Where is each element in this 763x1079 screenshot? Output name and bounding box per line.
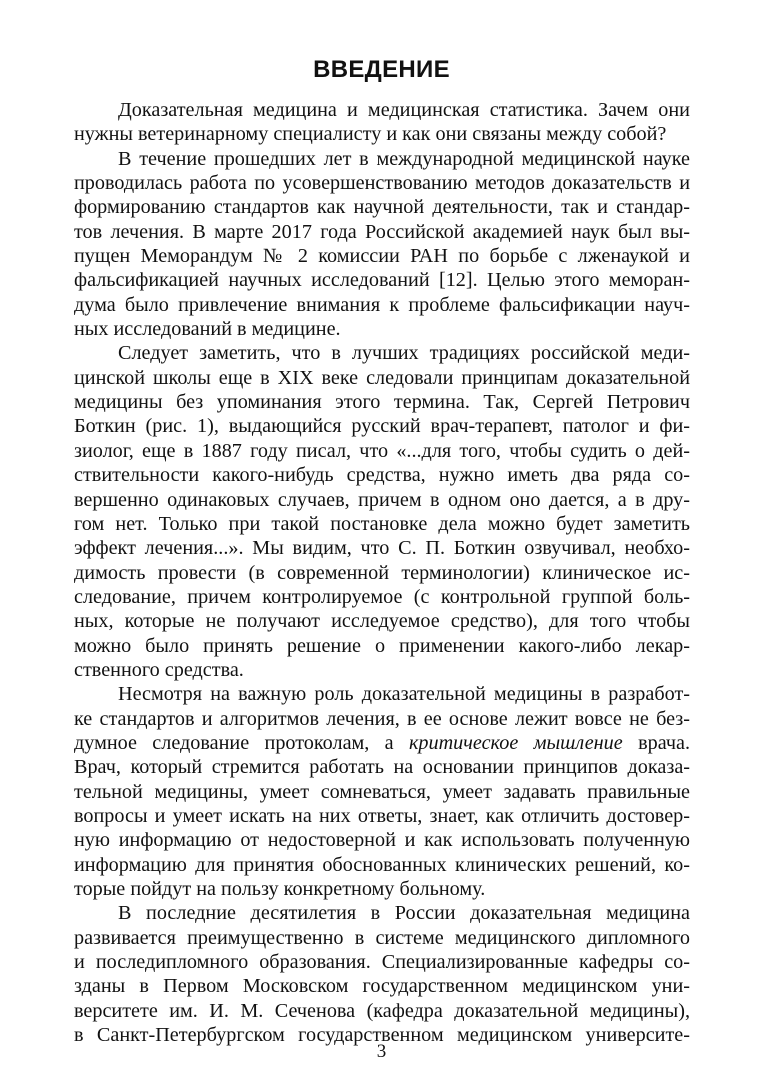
text-line: Несмотря на важную роль доказательной медицины в разработ-: [118, 683, 690, 706]
text-line: зданы в Первом Московском государственном медицинском уни-: [74, 975, 690, 998]
text-line: димость провести (в современной терминологии) клиническое ис-: [74, 561, 690, 584]
text-line: медицины без упоминания этого термина. Так, Сергей Петрович: [74, 391, 690, 414]
text-line: тов лечения. В марте 2017 года Российской академией наук был вы-: [74, 220, 690, 243]
text-line: развивается преимущественно в системе медицинского дипломного: [74, 926, 690, 949]
text-line: торые пойдут на пользу конкретному больному.: [74, 878, 486, 900]
page-title: ВВЕДЕНИЕ: [313, 56, 450, 83]
text-line: эффект лечения...». Мы видим, что С. П. Боткин озвучивал, необхо-: [74, 537, 690, 560]
text-line: тельной медицины, умеет сомневаться, умеет задавать правильные: [74, 780, 690, 803]
paragraph-4: [74, 682, 690, 901]
text-line: В последние десятилетия в России доказательная медицина: [118, 902, 690, 925]
paragraph-2: [74, 147, 690, 342]
text-line: цинской школы еще в XIX веке следовали принципам доказательной: [74, 366, 690, 389]
text-line: можно было принять решение о применении какого-либо лекар-: [74, 634, 690, 657]
text-line: ную информацию от недостоверной и как использовать полученную: [74, 829, 690, 852]
text-line: ке стандартов и алгоритмов лечения, в ее основе лежит вовсе не без-: [74, 707, 690, 730]
emphasis-critical-thinking: критическое мышление: [408, 731, 623, 754]
text-line: нужны ветеринарному специалисту и как они связаны между собой?: [74, 123, 667, 146]
text-line: ствительности какого-нибудь средства, нужно иметь два ряда со-: [74, 464, 690, 487]
text-line: верситете им. И. М. Сеченова (кафедра доказательной медицины),: [74, 999, 690, 1022]
text-line: В течение прошедших лет в международной медицинской науке: [118, 147, 690, 170]
text-line: следование, причем контролируемое (с контрольной группой боль-: [74, 585, 690, 608]
paragraph-5: [74, 901, 690, 1047]
text-line: в Санкт-Петербургском государственном медицинском университе-: [74, 1024, 690, 1047]
text-line: вопросы и умеет искать на них ответы, знает, как отличить достовер-: [74, 804, 690, 827]
main-text: [74, 98, 690, 1047]
text-line: и последипломного образования. Специализированные кафедры со-: [74, 951, 690, 974]
text-line: проводилась работа по усовершенствованию методов доказательств и: [74, 172, 690, 195]
text-line: информацию для принятия обоснованных клинических решений, ко-: [74, 853, 690, 876]
paragraph-3: [74, 341, 690, 682]
text-line: формированию стандартов как научной деятельности, так и стандар-: [74, 196, 690, 219]
text-line: гом нет. Только при такой постановке дела можно будет заметить: [74, 512, 690, 535]
paragraph-1: [74, 98, 690, 147]
text-line: Следует заметить, что в лучших традициях российской меди-: [118, 342, 690, 365]
text-line: Боткин (рис. 1), выдающийся русский врач-терапевт, патолог и фи-: [74, 415, 690, 438]
text-line: ных исследований в медицине.: [74, 318, 341, 341]
text-line: ных, которые не получают исследуемое средство), для того чтобы: [74, 610, 690, 633]
text-line: Доказательная медицина и медицинская статистика. Зачем они: [118, 99, 690, 121]
text-segment: врача.: [638, 731, 691, 754]
text-line: пущен Меморандум № 2 комиссии РАН по борьбе с лженаукой и: [74, 245, 690, 268]
page-number: 3: [376, 1041, 387, 1062]
text-line-with-emphasis: [74, 731, 690, 755]
text-line: фальсификацией научных исследований [12]. Целью этого меморан-: [74, 269, 690, 292]
text-line: дума было привлечение внимания к проблеме фальсификации науч-: [74, 293, 690, 316]
text-line: Врач, который стремится работать на основании принципов доказа-: [74, 756, 690, 779]
text-segment: думное следование протоколам, а: [74, 731, 394, 754]
text-line: ственного средства.: [74, 658, 244, 681]
text-line: вершенно одинаковых случаев, причем в одном оно дается, а в дру-: [74, 488, 690, 511]
text-line: зиолог, еще в 1887 году писал, что «...для того, чтобы судить о дей-: [74, 439, 690, 462]
